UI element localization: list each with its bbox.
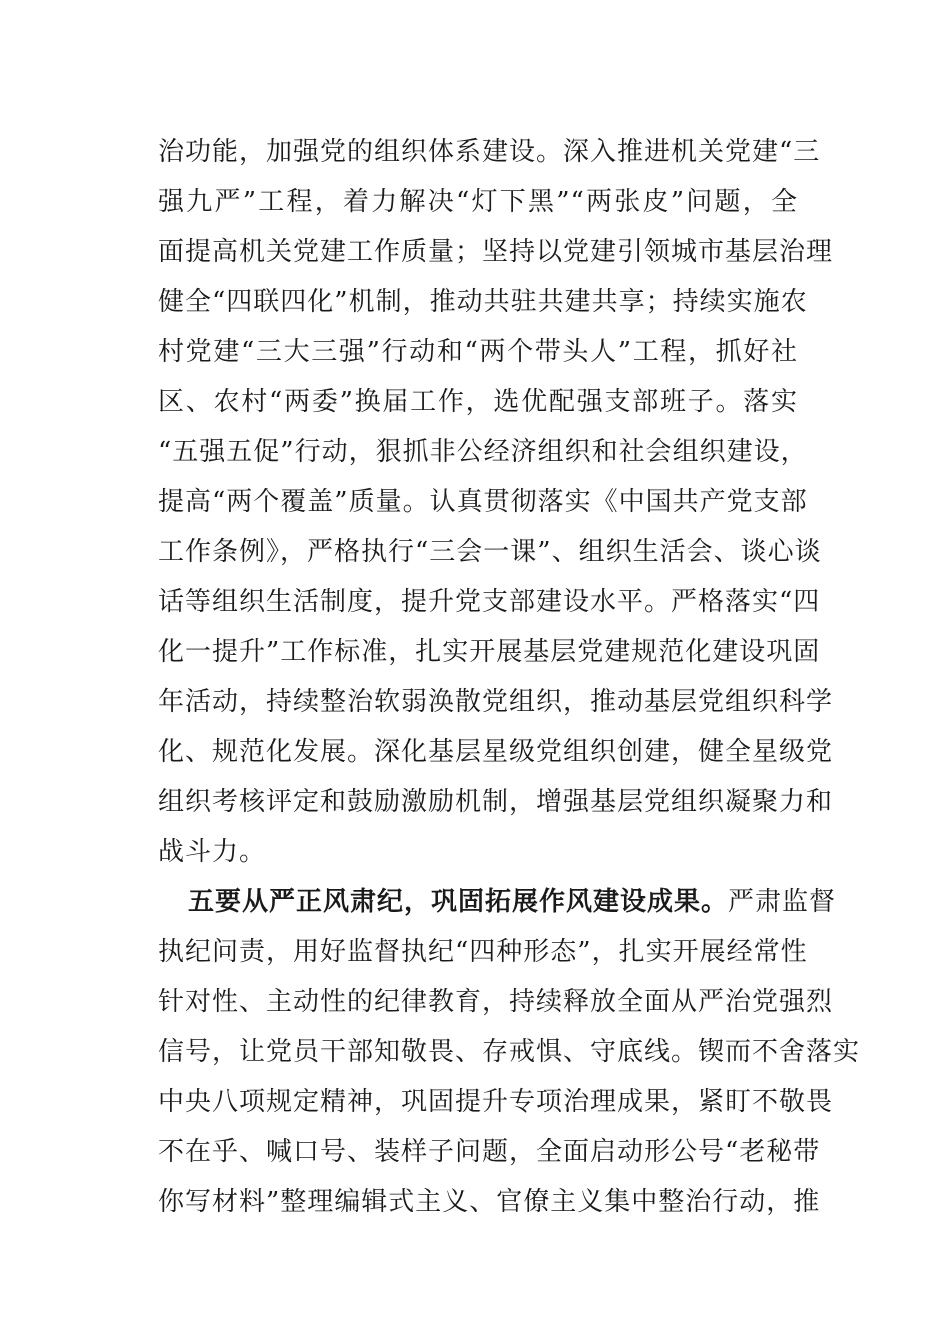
text-line: “五强五促”行动，狠抓非公经济组织和社会组织建设，: [158, 437, 808, 467]
text-line: 化一提升”工作标准，扎实开展基层党建规范化建设巩固: [158, 637, 821, 667]
text-line: 组织考核评定和鼓励激励机制，增强基层党组织凝聚力和: [158, 787, 834, 817]
text-line: 提高“两个覆盖”质量。认真贯彻落实《中国共产党支部: [158, 487, 808, 517]
text-line: 村党建“三大三强”行动和“两个带头人”工程，抓好社: [158, 337, 798, 367]
text-line: 信号，让党员干部知敬畏、存戒惧、守底线。锲而不舍落实: [158, 1037, 861, 1067]
text-line: 工作条例》，严格执行“三会一课”、组织生活会、谈心谈: [158, 537, 822, 567]
text-line: 话等组织生活制度，提升党支部建设水平。严格落实“四: [158, 587, 821, 617]
text-line: 治功能，加强党的组织体系建设。深入推进机关党建“三: [158, 137, 821, 167]
text-line: 健全“四联四化”机制，推动共驻共建共享；持续实施农: [158, 287, 808, 317]
text-line: 化、规范化发展。深化基层星级党组织创建，健全星级党: [158, 737, 834, 767]
heading-line-rest: 严肃监督: [728, 887, 837, 917]
text-line: 针对性、主动性的纪律教育，持续释放全面从严治党强烈: [158, 987, 834, 1017]
paragraph-heading-line: [188, 883, 837, 921]
text-line: 中央八项规定精神，巩固提升专项治理成果，紧盯不敬畏: [158, 1087, 834, 1117]
text-line: 年活动，持续整治软弱涣散党组织，推动基层党组织科学: [158, 687, 834, 717]
text-line: 你写材料”整理编辑式主义、官僚主义集中整治行动，推: [158, 1187, 821, 1217]
text-line: 执纪问责，用好监督执纪“四种形态”，扎实开展经常性: [158, 937, 808, 967]
text-line: 战斗力。: [158, 837, 267, 867]
text-line: 面提高机关党建工作质量；坚持以党建引领城市基层治理: [158, 237, 834, 267]
text-line: 区、农村“两委”换届工作，选优配强支部班子。落实: [158, 387, 798, 417]
text-line: 不在乎、喊口号、装样子问题，全面启动形公号“老秘带: [158, 1137, 821, 1167]
paragraph-heading: 五要从严正风肃纪，巩固拓展作风建设成果。: [188, 887, 729, 917]
text-line: 强九严”工程，着力解决“灯下黑”“两张皮”问题，全: [158, 187, 798, 217]
